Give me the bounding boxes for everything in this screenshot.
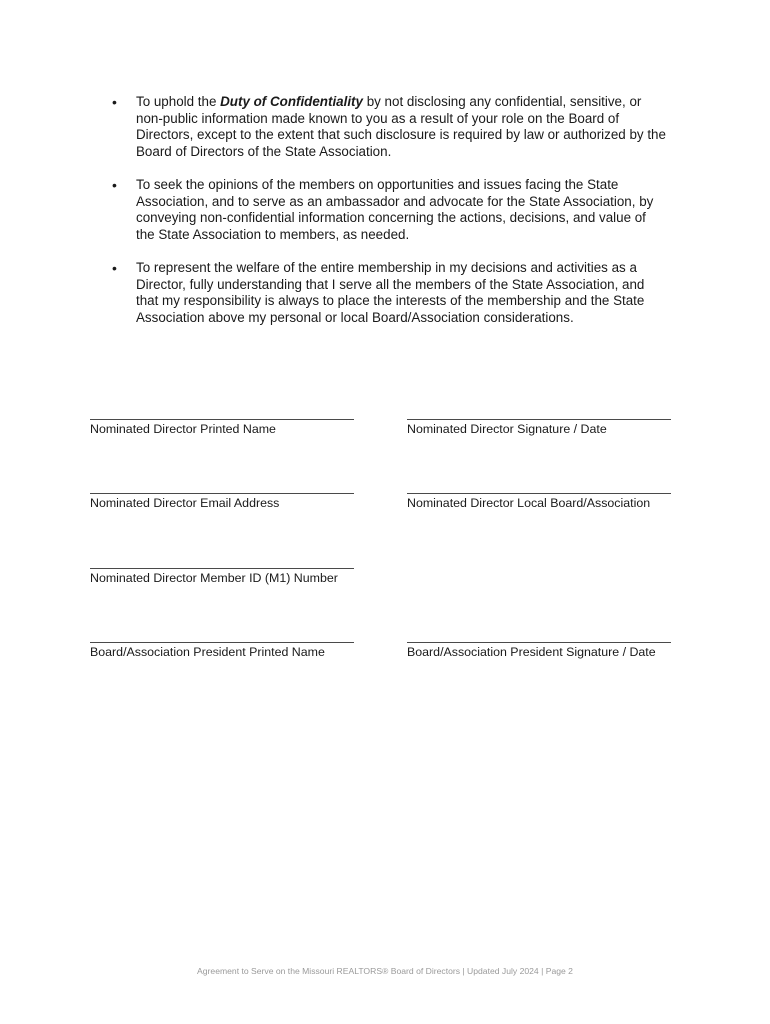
commitments-list <box>0 94 770 343</box>
director-board-field <box>407 473 687 510</box>
bullet-icon: • <box>112 260 117 276</box>
director-signature-field <box>407 399 687 436</box>
field-label: Nominated Director Email Address <box>90 496 280 510</box>
emphasis-text: Duty of Confidentiality <box>220 94 363 109</box>
signature-line[interactable] <box>90 473 354 494</box>
director-name-field <box>90 399 370 436</box>
signature-line[interactable] <box>407 473 671 494</box>
list-item-prefix: To uphold the <box>136 94 221 109</box>
list-item <box>0 94 770 160</box>
field-label: Board/Association President Printed Name <box>90 645 325 659</box>
signature-line[interactable] <box>90 622 354 643</box>
field-label: Nominated Director Member ID (M1) Number <box>90 571 338 585</box>
signature-line[interactable] <box>90 399 354 420</box>
president-signature-field <box>407 622 687 659</box>
signature-line[interactable] <box>407 622 671 643</box>
field-label: Nominated Director Local Board/Association <box>407 496 651 510</box>
list-item <box>0 260 770 326</box>
list-item <box>0 177 770 243</box>
president-name-field <box>90 622 370 659</box>
signature-line[interactable] <box>90 548 354 569</box>
list-item-suffix: by not disclosing any confidential, sensitive, or non-public information made known to you as a result of your role on the Board of Directors, except to the extent that such disclosure is required by law or authorized by the Board of Directors of the State Association. <box>136 94 666 159</box>
field-label: Board/Association President Signature / Date <box>407 645 656 659</box>
bullet-icon: • <box>112 94 117 110</box>
page-footer: Agreement to Serve on the Missouri REALTORS® Board of Directors | Updated July 2024 | Page 2 <box>197 966 573 976</box>
director-member-id-field <box>90 548 370 585</box>
field-label: Nominated Director Signature / Date <box>407 422 607 436</box>
director-email-field <box>90 473 370 510</box>
signature-line[interactable] <box>407 399 671 420</box>
field-label: Nominated Director Printed Name <box>90 422 276 436</box>
list-item-text <box>136 94 668 160</box>
list-item-text: To represent the welfare of the entire membership in my decisions and activities as a Director, fully understanding that I serve all the members of the State Association, and that my responsibility is always to place the interests of the membership and the State Association above my personal or local Board/Association considerations. <box>136 260 645 325</box>
bullet-icon: • <box>112 177 117 193</box>
list-item-text: To seek the opinions of the members on opportunities and issues facing the State Association, and to serve as an ambassador and advocate for the State Association, by conveying non-confidential information concerning the actions, decisions, and value of the State Association to members, as needed. <box>136 177 654 242</box>
